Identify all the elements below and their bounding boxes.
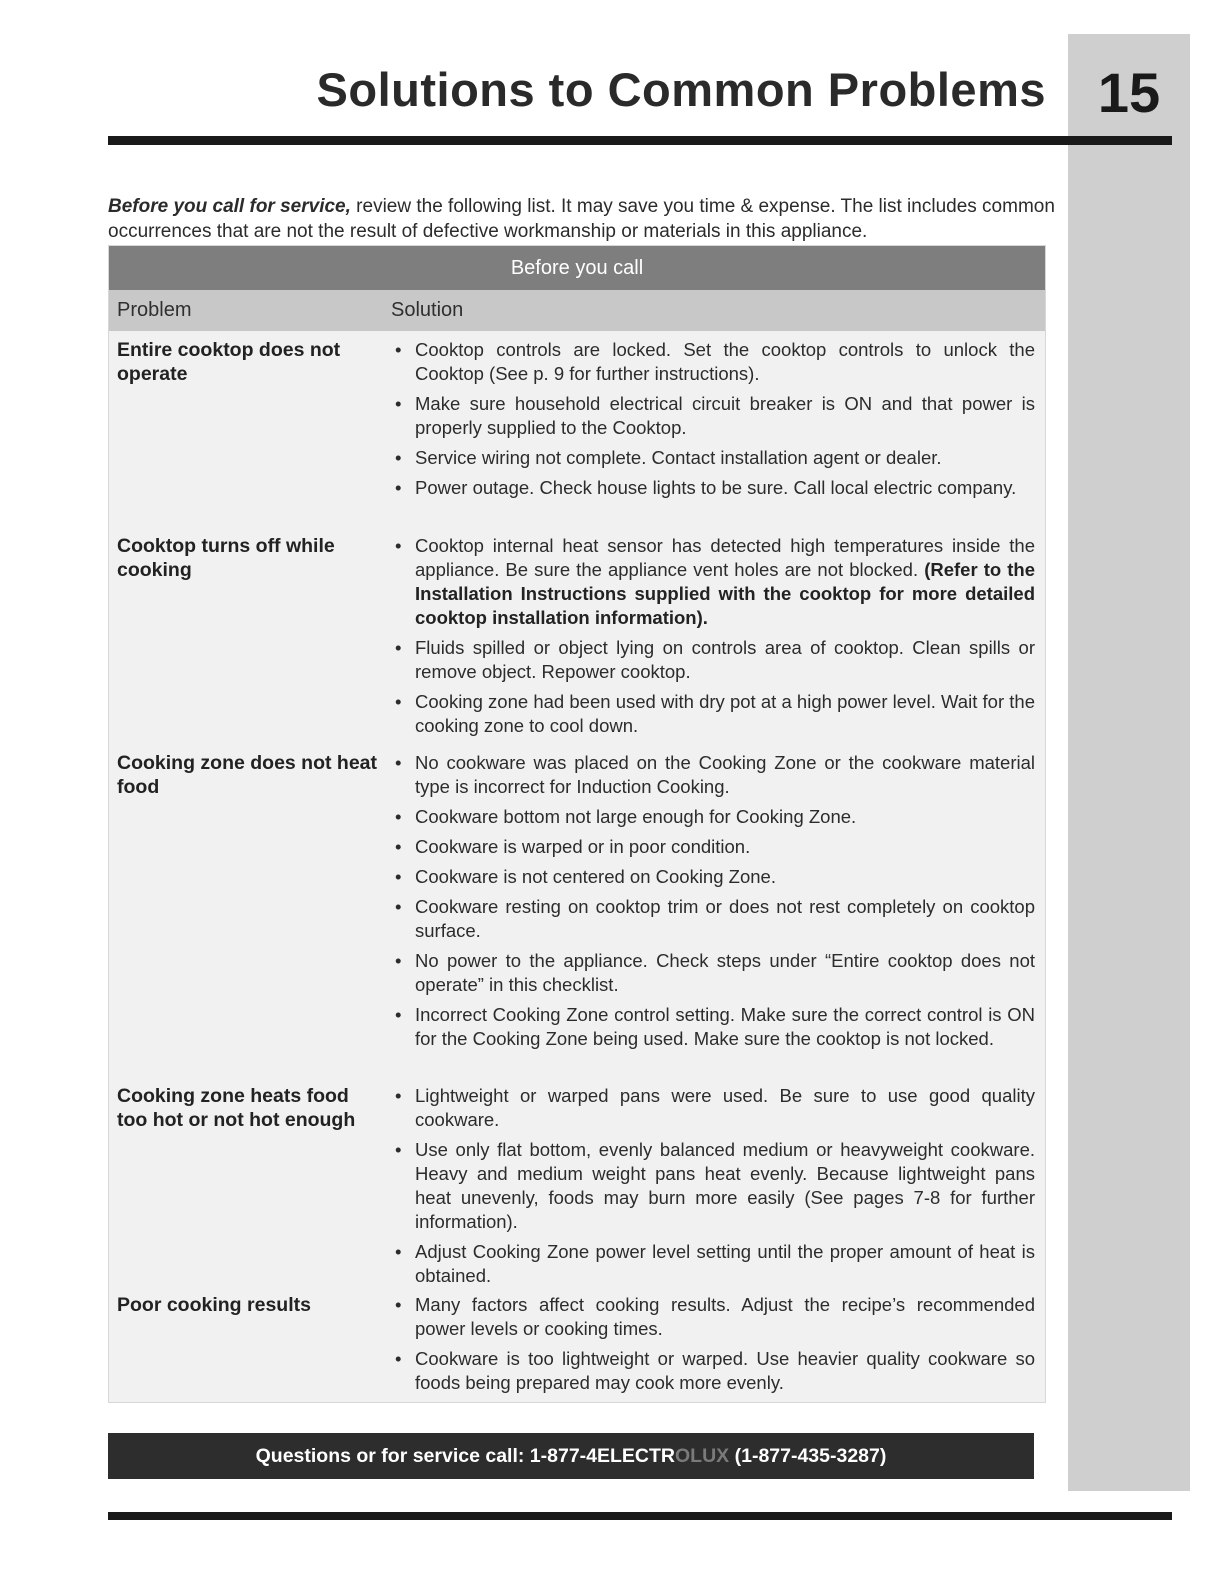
bullet-icon: •: [395, 950, 402, 971]
solution-list: [395, 534, 1036, 744]
service-contact-bar: [108, 1433, 1034, 1479]
solution-item: • Cookware is warped or in poor condition.: [395, 836, 751, 857]
solution-item: • Fluids spilled or object lying on controls area of cooktop. Clean spills or remove object. Repower cooktop.: [395, 637, 1035, 682]
solution-item: • Many factors affect cooking results. Adjust the recipe’s recommended power levels or cooking times.: [395, 1294, 1035, 1339]
intro-lead: Before you call for service,: [108, 196, 351, 217]
problem-label: Entire cooktop does not operate: [117, 339, 341, 385]
bullet-icon: •: [395, 1085, 402, 1106]
column-header-problem: Problem: [117, 299, 192, 321]
bullet-icon: •: [395, 477, 402, 498]
bullet-icon: •: [395, 1348, 402, 1369]
solution-item: • Service wiring not complete. Contact installation agent or dealer.: [395, 447, 942, 468]
problem-label: Poor cooking results: [117, 1294, 311, 1316]
solution-item: • Incorrect Cooking Zone control setting. Make sure the correct control is ON for the Cooking Zone being used. Make sure the cooktop is not locked.: [395, 1004, 1035, 1049]
page-tab: [1068, 34, 1190, 1491]
bullet-icon: •: [395, 1004, 402, 1025]
bullet-icon: •: [395, 339, 402, 360]
bullet-icon: •: [395, 806, 402, 827]
solution-item: • Cooktop controls are locked. Set the cooktop controls to unlock the Cooktop (See p. 9 for further instructions).: [395, 339, 1035, 384]
table-title: Before you call: [109, 246, 1045, 290]
solution-list: [395, 1084, 1035, 1294]
page-title: Solutions to Common Problems: [316, 63, 1046, 116]
solution-item: • Cookware is not centered on Cooking Zone.: [395, 866, 776, 887]
service-contact-brand-tail: OLUX: [675, 1445, 730, 1467]
problem-label: Cooking zone heats food too hot or not hot enough: [117, 1085, 356, 1131]
solution-item: • Cookware is too lightweight or warped. Use heavier quality cookware so foods being prepared may cook more evenly.: [395, 1348, 1035, 1393]
bullet-icon: •: [395, 1294, 402, 1315]
bottom-rule: [108, 1512, 1172, 1520]
solution-item: • Cookware bottom not large enough for Cooking Zone.: [395, 806, 857, 827]
solution-item: • Cooking zone had been used with dry pot at a high power level. Wait for the cooking zone to cool down.: [395, 691, 1035, 736]
bullet-icon: •: [395, 447, 402, 468]
solution-item: • Cookware resting on cooktop trim or does not rest completely on cooktop surface.: [395, 896, 1035, 941]
solution-item: • Use only flat bottom, evenly balanced medium or heavyweight cookware. Heavy and medium weight pans heat evenly. Because lightweight pans heat unevenly, foods may burn more easily (See pages 7-8 for further information).: [395, 1139, 1035, 1232]
solution-item: • Power outage. Check house lights to be sure. Call local electric company.: [395, 477, 1017, 498]
bullet-icon: •: [395, 637, 402, 658]
troubleshooting-table: [108, 245, 1046, 1403]
bullet-icon: •: [395, 691, 402, 712]
solution-item: • Make sure household electrical circuit breaker is ON and that power is properly supplied to the Cooktop.: [395, 393, 1035, 438]
bullet-icon: •: [395, 535, 402, 556]
page-number: 15: [1097, 61, 1161, 124]
installation-note: (Refer to the Installation Instructions supplied with the cooktop for more detailed cooktop installation information).: [415, 559, 1036, 628]
solution-list: [395, 751, 1035, 1057]
bullet-icon: •: [395, 866, 402, 887]
solution-item: • Adjust Cooking Zone power level setting until the proper amount of heat is obtained.: [395, 1241, 1035, 1286]
column-header-solution: Solution: [391, 299, 464, 321]
solution-list: [395, 1293, 1035, 1401]
intro-paragraph: [108, 194, 1068, 244]
column-headers: [109, 290, 1045, 331]
solution-item: • Lightweight or warped pans were used. Be sure to use good quality cookware.: [395, 1085, 1035, 1130]
bullet-icon: •: [395, 1241, 402, 1262]
service-contact-text: Questions or for service call: 1-877-4ELECTR: [255, 1445, 676, 1467]
top-rule: [108, 136, 1172, 145]
solution-list: [395, 338, 1035, 506]
bullet-icon: •: [395, 836, 402, 857]
solution-item: • No power to the appliance. Check steps under “Entire cooktop does not operate” in this checklist.: [395, 950, 1035, 995]
service-contact-number: (1-877-435-3287): [729, 1445, 887, 1467]
solution-item: • No cookware was placed on the Cooking Zone or the cookware material type is incorrect for Induction Cooking.: [395, 752, 1035, 797]
bullet-icon: •: [395, 896, 402, 917]
problem-label: Cooking zone does not heat food: [117, 752, 378, 798]
intro-text: review the following list. It may save you time & expense. The list includes common occurrences that are not the result of defective workmanship or materials in this appliance.: [108, 196, 1055, 242]
problem-label: Cooktop turns off while cooking: [117, 535, 335, 581]
bullet-icon: •: [395, 752, 402, 773]
bullet-icon: •: [395, 393, 402, 414]
bullet-icon: •: [395, 1139, 402, 1160]
solution-item: • Cooktop internal heat sensor has detected high temperatures inside the appliance. Be sure the appliance vent holes are not blocked. (Refer to the Installation Instructions supplied with the cooktop for more detailed cooktop installation information).: [395, 535, 1036, 628]
